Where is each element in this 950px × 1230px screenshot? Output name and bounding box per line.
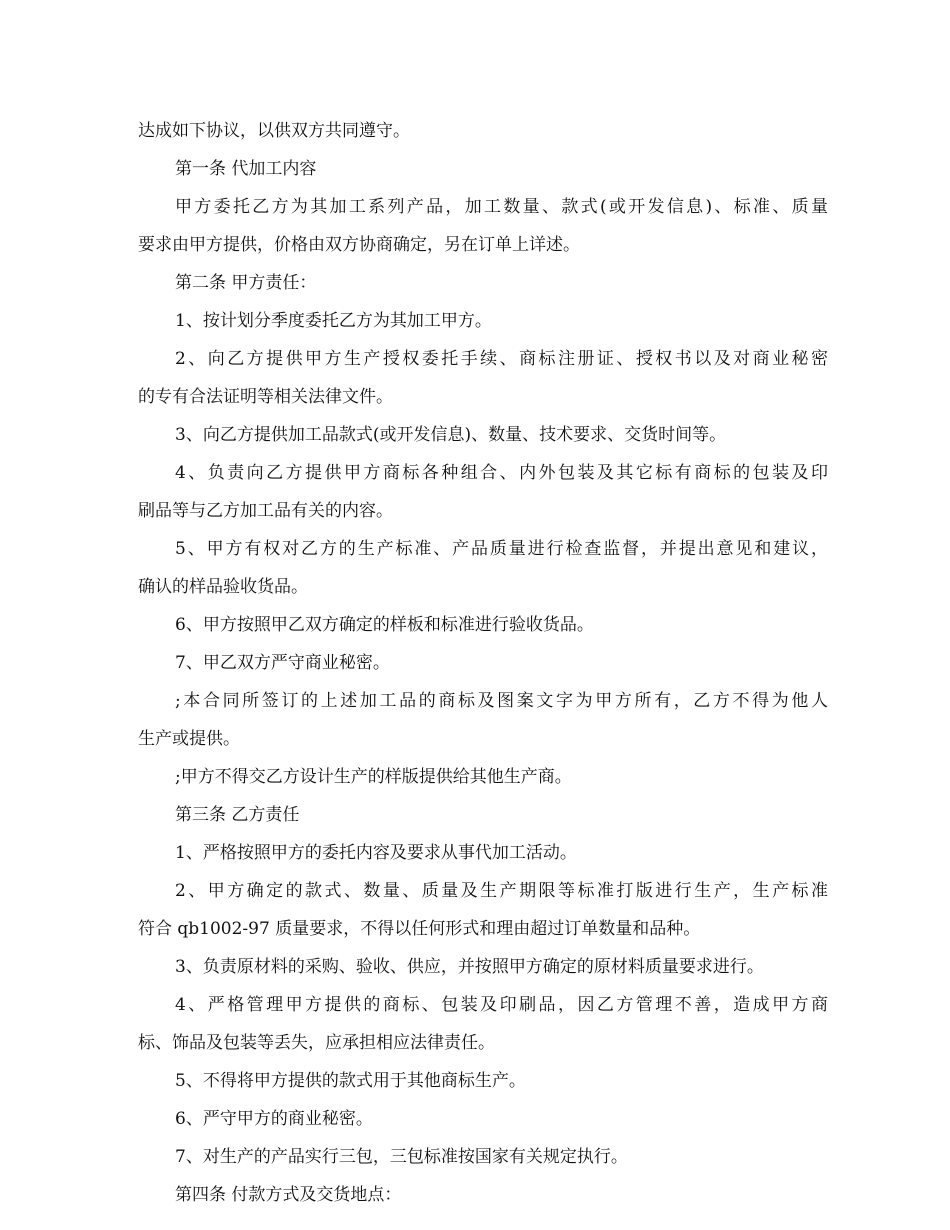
- text-line: 4、严格管理甲方提供的商标、包装及印刷品，因乙方管理不善，造成甲方商: [175, 995, 828, 1015]
- text-line: 确认的样品验收货品。: [138, 577, 308, 597]
- text-line: 第三条 乙方责任: [175, 805, 300, 825]
- text-line: 的专有合法证明等相关法律文件。: [138, 387, 393, 407]
- text-line: 3、负责原材料的采购、验收、供应，并按照甲方确定的原材料质量要求进行。: [175, 957, 764, 977]
- text-line: 6、严守甲方的商业秘密。: [175, 1109, 373, 1129]
- text-line: 1、严格按照甲方的委托内容及要求从事代加工活动。: [175, 843, 577, 863]
- text-line: ;本合同所签订的上述加工品的商标及图案文字为甲方所有，乙方不得为他人: [175, 691, 828, 711]
- text-line: 第四条 付款方式及交货地点：: [175, 1185, 402, 1205]
- text-line: 4、负责向乙方提供甲方商标各种组合、内外包装及其它标有商标的包装及印: [175, 463, 828, 483]
- text-line: 刷品等与乙方加工品有关的内容。: [138, 501, 393, 521]
- text-line: 甲方委托乙方为其加工系列产品，加工数量、款式(或开发信息)、标准、质量: [175, 197, 828, 217]
- text-line: 7、对生产的产品实行三包，三包标准按国家有关规定执行。: [175, 1147, 628, 1167]
- text-line: 第一条 代加工内容: [175, 159, 317, 179]
- text-line: 要求由甲方提供，价格由双方协商确定，另在订单上详述。: [138, 235, 580, 255]
- text-line: 标、饰品及包装等丢失，应承担相应法律责任。: [138, 1033, 495, 1053]
- text-line: 符合 qb1002-97 质量要求，不得以任何形式和理由超过订单数量和品种。: [138, 919, 701, 939]
- text-line: 第二条 甲方责任：: [175, 273, 317, 293]
- document-body: [138, 112, 828, 1214]
- text-line: 7、甲乙双方严守商业秘密。: [175, 653, 390, 673]
- text-line: 3、向乙方提供加工品款式(或开发信息)、数量、技术要求、交货时间等。: [175, 425, 727, 445]
- text-line: 2、向乙方提供甲方生产授权委托手续、商标注册证、授权书以及对商业秘密: [175, 349, 828, 369]
- text-line: 2、甲方确定的款式、数量、质量及生产期限等标准打版进行生产，生产标准: [175, 881, 828, 901]
- text-line: 达成如下协议，以供双方共同遵守。: [138, 121, 410, 141]
- text-line: ;甲方不得交乙方设计生产的样版提供给其他生产商。: [175, 767, 572, 787]
- text-line: 5、不得将甲方提供的款式用于其他商标生产。: [175, 1071, 526, 1091]
- text-line: 5、甲方有权对乙方的生产标准、产品质量进行检查监督，并提出意见和建议，: [175, 539, 828, 559]
- text-line: 6、甲方按照甲乙双方确定的样板和标准进行验收货品。: [175, 615, 594, 635]
- text-line: 1、按计划分季度委托乙方为其加工甲方。: [175, 311, 492, 331]
- text-line: 生产或提供。: [138, 729, 240, 749]
